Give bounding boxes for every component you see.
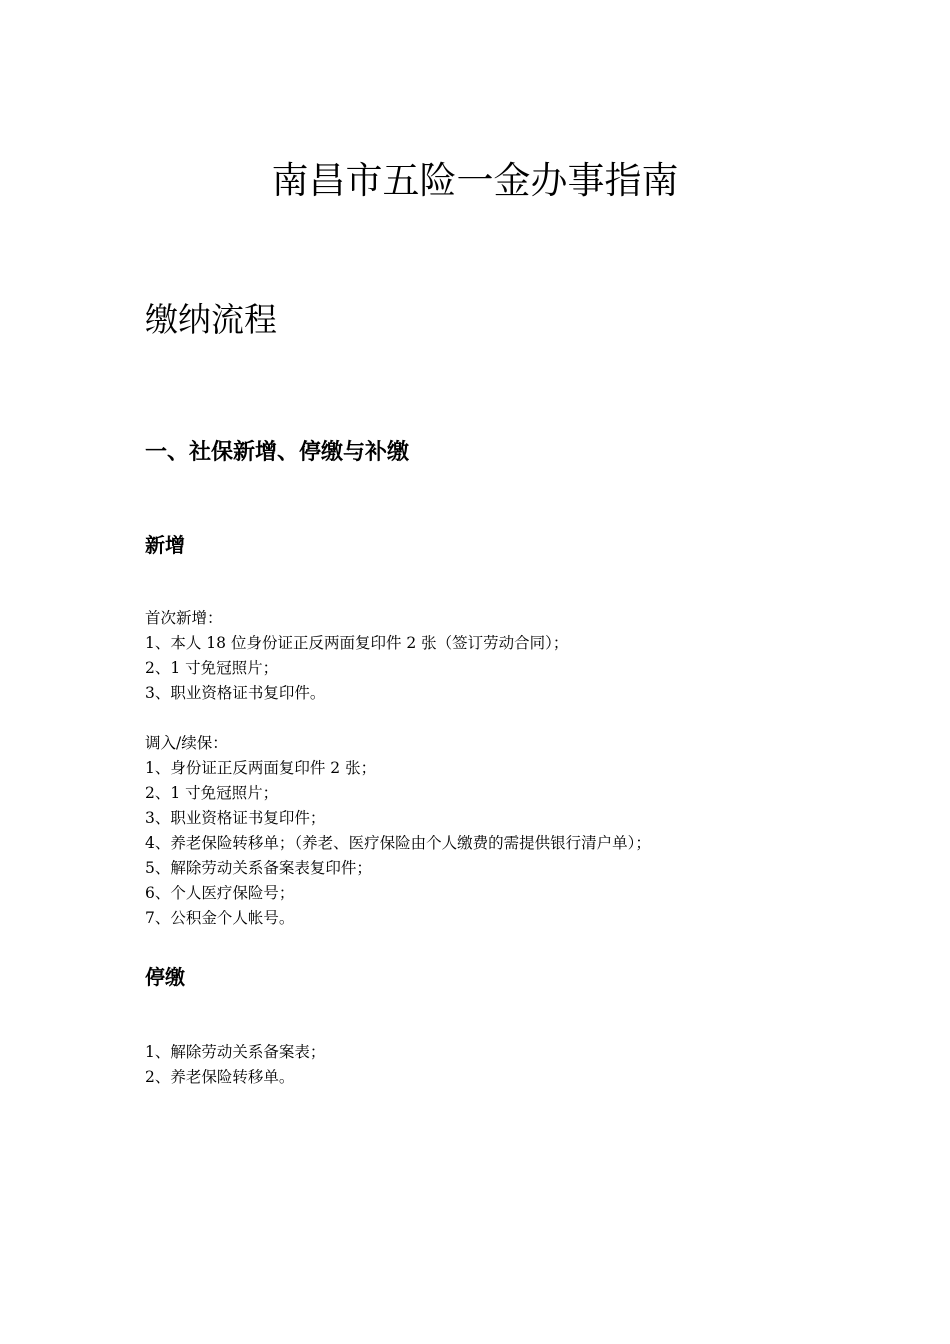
transfer-enrollment-list bbox=[145, 731, 925, 931]
section-heading-payment-process: 缴纳流程 bbox=[145, 300, 277, 339]
stop-payment-list bbox=[145, 1040, 925, 1090]
list-item: 7、公积金个人帐号。 bbox=[145, 909, 295, 927]
list-item: 3、职业资格证书复印件； bbox=[145, 809, 326, 827]
first-time-enrollment-list bbox=[145, 606, 925, 706]
heading-stop-payment: 停缴 bbox=[145, 965, 185, 989]
transfer-label: 调入/续保： bbox=[145, 734, 228, 752]
list-item: 6、个人医疗保险号； bbox=[145, 884, 295, 902]
heading-new-enrollment: 新增 bbox=[145, 533, 185, 557]
list-item: 1、本人 18 位身份证正反两面复印件 2 张（签订劳动合同）； bbox=[145, 634, 569, 652]
list-item: 4、养老保险转移单；（养老、医疗保险由个人缴费的需提供银行清户单）； bbox=[145, 834, 651, 852]
subsection-heading-social-security: 一、社保新增、停缴与补缴 bbox=[145, 439, 410, 465]
list-item: 3、职业资格证书复印件。 bbox=[145, 684, 326, 702]
list-item: 2、养老保险转移单。 bbox=[145, 1068, 295, 1086]
document-title: 南昌市五险一金办事指南 bbox=[271, 159, 679, 202]
list-item: 5、解除劳动关系备案表复印件； bbox=[145, 859, 372, 877]
first-time-label: 首次新增： bbox=[145, 609, 223, 627]
list-item: 2、1 寸免冠照片； bbox=[145, 659, 279, 677]
list-item: 1、解除劳动关系备案表； bbox=[145, 1043, 326, 1061]
list-item: 1、身份证正反两面复印件 2 张； bbox=[145, 759, 377, 777]
list-item: 2、1 寸免冠照片； bbox=[145, 784, 279, 802]
